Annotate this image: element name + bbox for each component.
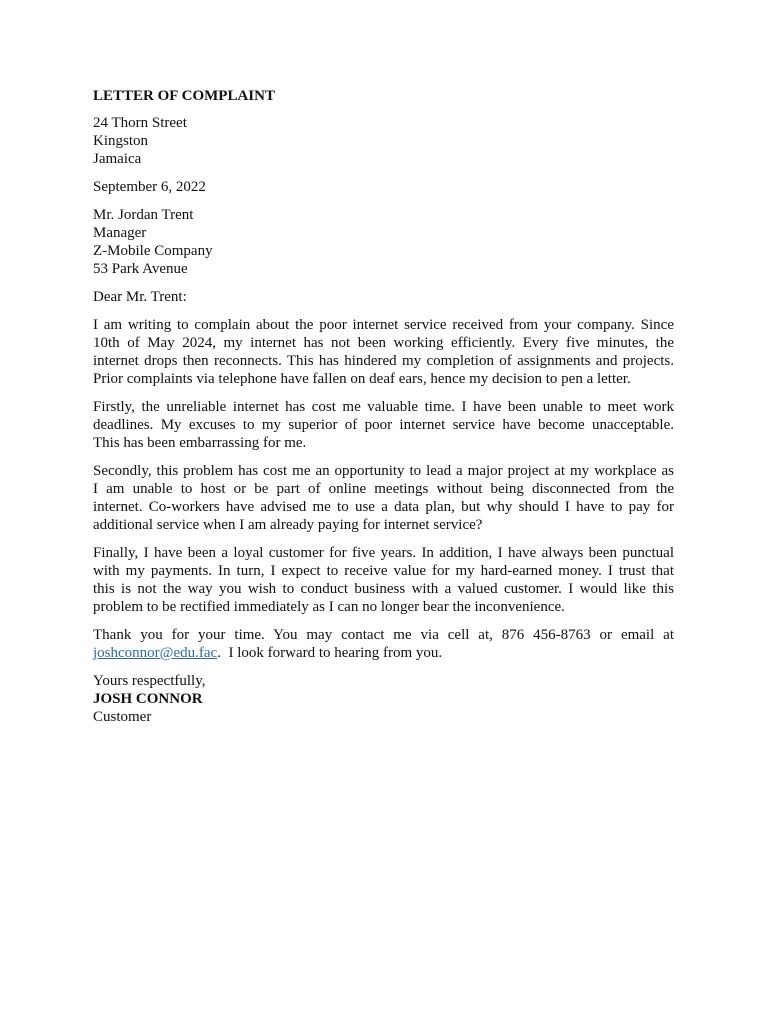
sender-address-line: Jamaica bbox=[93, 151, 142, 167]
paragraph-line: problem to be rectified immediately as I can no longer bear the inconvenience. bbox=[93, 599, 565, 615]
sender-address-line: 24 Thorn Street bbox=[93, 115, 187, 131]
letter-page bbox=[93, 86, 674, 736]
body-paragraph-1 bbox=[93, 316, 674, 388]
signature-name: JOSH CONNOR bbox=[93, 691, 203, 707]
paragraph-line: Finally, I have been a loyal customer for five years. In addition, I have always been punctual bbox=[93, 545, 674, 561]
paragraph-line: internet drops then reconnects. This has hindered my completion of assignments and projects. bbox=[93, 353, 674, 369]
signature-title: Customer bbox=[93, 709, 152, 725]
closing-text: . I look forward to hearing from you. bbox=[217, 645, 443, 661]
paragraph-line: additional service when I am already paying for internet service? bbox=[93, 517, 483, 533]
letter-title: LETTER OF COMPLAINT bbox=[93, 88, 275, 104]
paragraph-line: Prior complaints via telephone have fallen on deaf ears, hence my decision to pen a letter. bbox=[93, 371, 631, 387]
recipient-line: 53 Park Avenue bbox=[93, 261, 188, 277]
body-paragraph-2 bbox=[93, 398, 674, 452]
paragraph-line: Thank you for your time. You may contact me via cell at, 876 456-8763 or email at bbox=[93, 627, 674, 643]
date-text: September 6, 2022 bbox=[93, 179, 206, 195]
recipient-line: Z-Mobile Company bbox=[93, 243, 213, 259]
paragraph-line: internet. Co-workers have advised me to use a data plan, but why should I have to pay for bbox=[93, 499, 674, 515]
closing-paragraph bbox=[93, 626, 674, 662]
paragraph-line: I am unable to host or be part of online meetings without being disconnected from the bbox=[93, 481, 674, 497]
letter-date bbox=[93, 178, 674, 196]
sender-address-line: Kingston bbox=[93, 133, 149, 149]
recipient-line: Manager bbox=[93, 225, 147, 241]
salutation bbox=[93, 288, 674, 306]
recipient-address bbox=[93, 206, 674, 278]
signature-block bbox=[93, 672, 674, 726]
sign-off: Yours respectfully, bbox=[93, 673, 206, 689]
body-paragraph-4 bbox=[93, 544, 674, 616]
paragraph-line: with my payments. In turn, I expect to receive value for my hard-earned money. I trust that bbox=[93, 563, 674, 579]
paragraph-line: this is not the way you wish to conduct business with a valued customer. I would like this bbox=[93, 581, 674, 597]
salutation-text: Dear Mr. Trent: bbox=[93, 289, 187, 305]
paragraph-line: Firstly, the unreliable internet has cost me valuable time. I have been unable to meet work bbox=[93, 399, 674, 415]
paragraph-line-email bbox=[93, 644, 674, 662]
paragraph-line: 10th of May 2024, my internet has not been working efficiently. Every five minutes, the bbox=[93, 335, 674, 351]
paragraph-line: deadlines. My excuses to my superior of poor internet service have become unacceptable. bbox=[93, 417, 674, 433]
sender-address bbox=[93, 114, 674, 168]
email-link[interactable]: joshconnor@edu.fac bbox=[93, 645, 218, 661]
paragraph-line: This has been embarrassing for me. bbox=[93, 435, 307, 451]
paragraph-line: I am writing to complain about the poor internet service received from your company. Since bbox=[93, 317, 674, 333]
body-paragraph-3 bbox=[93, 462, 674, 534]
paragraph-line: Secondly, this problem has cost me an opportunity to lead a major project at my workplace as bbox=[93, 463, 674, 479]
recipient-line: Mr. Jordan Trent bbox=[93, 207, 194, 223]
